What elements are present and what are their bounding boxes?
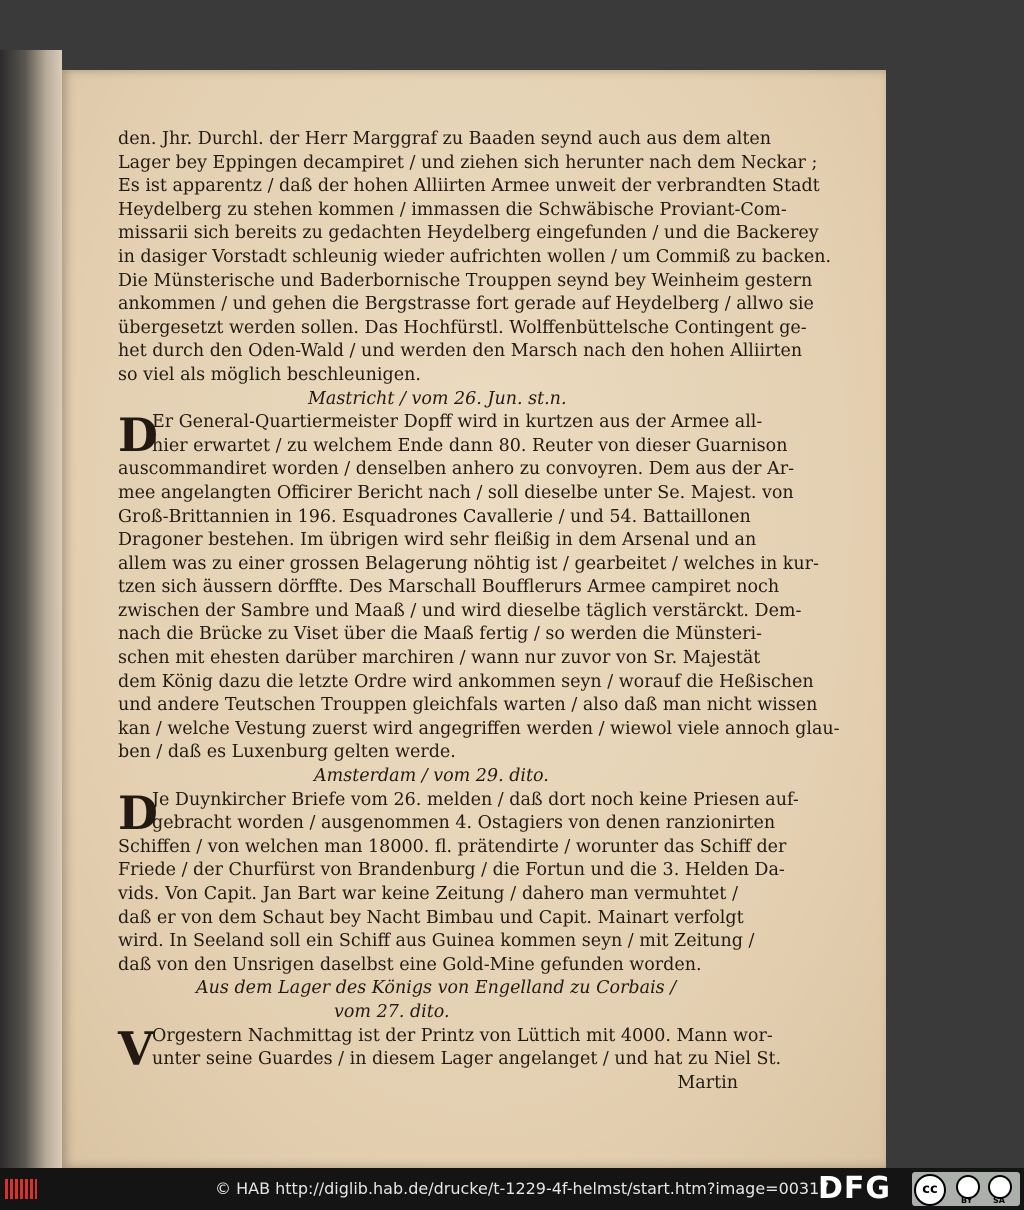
text-line: hier erwartet / zu welchem Ende dann 80. Reuter von dieser Guarnison [152,435,788,456]
initial-letter: D [118,408,158,463]
text-line: daß er von dem Schaut bey Nacht Bimbau und Capit. Mainart verfolgt [118,907,744,928]
text-line: unter seine Guardes / in diesem Lager angelanget / und hat zu Niel St. [152,1049,782,1070]
text-line: in dasiger Vorstadt schleunig wieder aufrichten wollen / um Commiß zu backen. [118,246,832,267]
heading-lager: Aus dem Lager des Königs von Engelland zu Corbais / [196,978,677,999]
dfg-logo[interactable]: DFG [818,1171,892,1206]
text-line: Schiffen / von welchen man 18000. fl. prätendirte / worunter das Schiff der [118,836,787,857]
text-line: zwischen der Sambre und Maaß / und wird dieselbe täglich verstärckt. Dem- [118,600,802,621]
text-line: Groß-Brittannien in 196. Esquadrones Cavallerie / und 54. Battaillonen [118,506,751,527]
text-line: Friede / der Churfürst von Brandenburg / die Fortun und die 3. Helden Da- [118,860,785,881]
text-line: vids. Von Capit. Jan Bart war keine Zeitung / dahero man vermuhtet / [118,884,738,904]
text-line: ben / daß es Luxenburg gelten werde. [118,742,456,763]
heading-amsterdam: Amsterdam / vom 29. dito. [314,766,549,787]
text-line: Dragoner bestehen. Im übrigen wird sehr fleißig in dem Arsenal und an [118,530,757,551]
paragraph-1 [118,128,832,388]
text-line: gebracht worden / ausgenommen 4. Ostagiers von denen ranzionirten [152,813,776,834]
text-line: tzen sich äussern dörffte. Des Marschall Boufflerurs Armee campiret noch [118,577,780,598]
sa-label: SA [993,1196,1005,1205]
text-line: ankommen / und gehen die Bergstrasse fort gerade auf Heydelberg / allwo sie [118,294,814,315]
book-spine [0,50,62,1168]
initial-letter: V [118,1021,154,1076]
initial-letter: D [118,785,158,840]
text-line: Heydelberg zu stehen kommen / immassen die Schwäbische Proviant-Com- [118,199,787,220]
footer-bar [0,1168,1024,1210]
text-line: dem König dazu die letzte Ordre wird ankommen seyn / worauf die Heßischen [118,671,814,692]
paragraph-4 [118,1021,782,1076]
catchword: Martin [677,1072,738,1093]
hab-logo-icon[interactable] [4,1176,38,1202]
page-text [118,128,840,1095]
cc-license-badge[interactable] [912,1172,1020,1206]
text-line: mee angelangten Officirer Bericht nach / soll dieselbe unter Se. Majest. von [118,482,794,503]
text-line: Orgestern Nachmittag ist der Printz von Lüttich mit 4000. Mann wor- [152,1025,773,1046]
heading-mastricht: Mastricht / vom 26. Jun. st.n. [308,388,567,409]
text-line: Es ist apparentz / daß der hohen Alliirten Armee unweit der verbrandten Stadt [118,176,820,197]
text-line: missarii sich bereits zu gedachten Heydelberg eingefunden / und die Backerey [118,223,819,244]
text-line: Er General-Quartiermeister Dopff wird in kurtzen aus der Armee all- [152,412,763,433]
by-label: BY [961,1196,973,1205]
text-line: nach die Brücke zu Viset über die Maaß fertig / so werden die Münsteri- [118,624,762,645]
text-line: kan / welche Vestung zuerst wird angegriffen werden / wiewol viele annoch glau- [118,718,840,739]
text-line: den. Jhr. Durchl. der Herr Marggraf zu Baaden seynd auch aus dem alten [118,129,772,149]
text-line: het durch den Oden-Wald / und werden den Marsch nach den hohen Alliirten [118,341,803,362]
text-line: und andere Teutschen Trouppen gleichfals warten / also daß man nicht wissen [118,695,818,716]
text-line: daß von den Unsrigen daselbst eine Gold-Mine gefunden worden. [118,954,702,975]
cc-icon: cc [914,1174,946,1206]
paragraph-3 [118,785,799,978]
paragraph-2 [118,408,840,765]
heading-lager-date: vom 27. dito. [334,1001,450,1022]
text-line: so viel als möglich beschleunigen. [118,364,421,385]
text-line: Die Münsterische und Baderbornische Trouppen seynd bey Weinheim gestern [118,270,813,291]
text-line: schen mit ehesten darüber marchiren / wann nur zuvor von Sr. Majestät [118,648,761,669]
text-line: auscommandiret worden / denselben anhero zu convoyren. Dem aus der Ar- [118,459,794,480]
text-line: wird. In Seeland soll ein Schiff aus Guinea kommen seyn / mit Zeitung / [118,931,755,952]
text-line: übergesetzt werden sollen. Das Hochfürstl. Wolffenbüttelsche Contingent ge- [118,317,807,338]
text-line: Je Duynkircher Briefe vom 26. melden / daß dort noch keine Priesen auf- [152,789,799,810]
text-line: allem was zu einer grossen Belagerung nöhtig ist / gearbeitet / welches in kur- [118,553,819,574]
credit-link[interactable]: © HAB http://diglib.hab.de/drucke/t-1229-4f-helmst/start.htm?image=00317 [215,1179,830,1198]
text-line: Lager bey Eppingen decampiret / und ziehen sich herunter nach dem Neckar ; [118,152,818,173]
